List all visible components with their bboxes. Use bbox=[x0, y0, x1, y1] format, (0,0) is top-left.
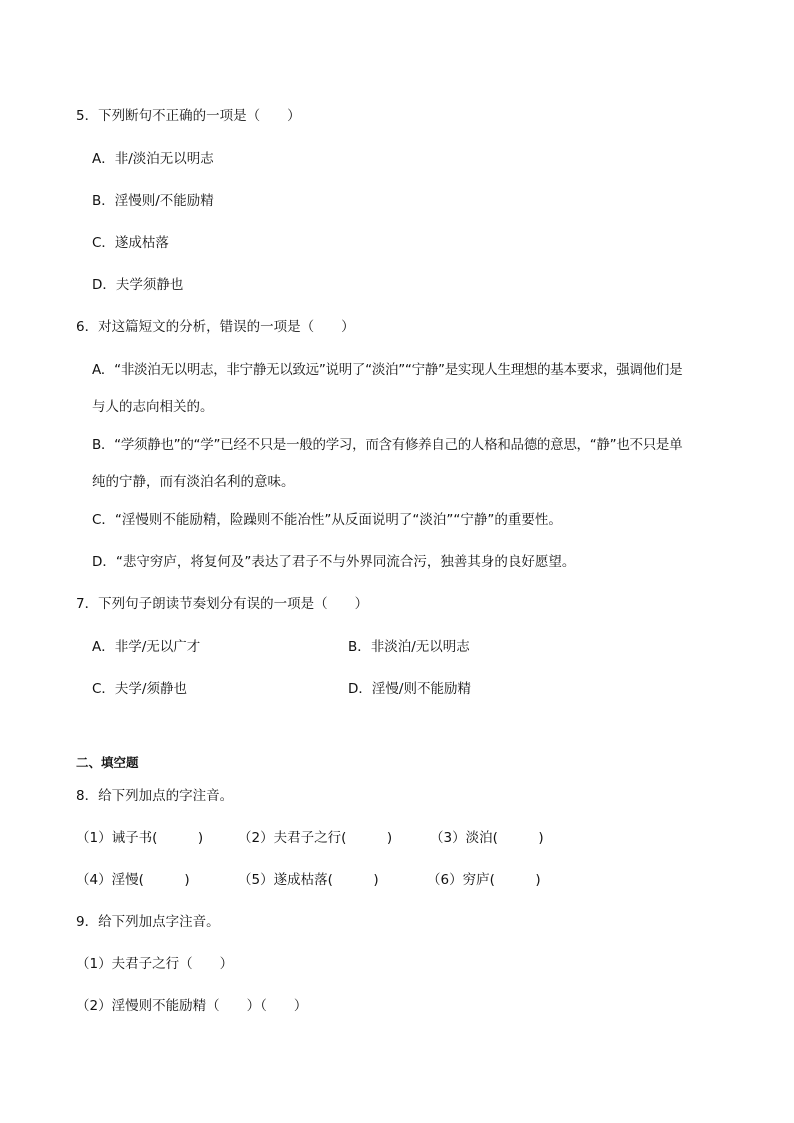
q9-item-1: （1）夫君子之行（ ） bbox=[76, 956, 234, 972]
q6-option-a-line2: 与人的志向相关的。 bbox=[92, 399, 214, 415]
q7-option-b: B．非淡泊/无以明志 bbox=[348, 639, 470, 655]
q8-item-1: （1）诫子书( ) bbox=[76, 830, 204, 846]
q6-option-c: C．“淫慢则不能励精，险躁则不能冶性”从反面说明了“淡泊”“宁静”的重要性。 bbox=[92, 512, 562, 528]
q7-option-c: C．夫学/须静也 bbox=[92, 681, 187, 697]
q6-option-b-line1: B．“学须静也”的“学”已经不只是一般的学习，而含有修养自己的人格和品德的意思，“静”也不只是单 bbox=[92, 437, 683, 453]
q7-option-d: D．淫慢/则不能励精 bbox=[348, 681, 471, 697]
q6-stem: 6．对这篇短文的分析，错误的一项是（ ） bbox=[76, 319, 355, 335]
q7-stem: 7．下列句子朗读节奏划分有误的一项是（ ） bbox=[76, 596, 369, 612]
section-title-fill-in: 二、填空题 bbox=[76, 755, 139, 770]
q6-option-a-line1: A．“非淡泊无以明志，非宁静无以致远”说明了“淡泊”“宁静”是实现人生理想的基本要求，强调他们是 bbox=[92, 362, 683, 378]
q8-stem: 8．给下列加点的字注音。 bbox=[76, 788, 234, 804]
q8-item-3: （3）淡泊( ) bbox=[430, 830, 544, 846]
q8-item-2: （2）夫君子之行( ) bbox=[238, 830, 393, 846]
q5-option-b: B．淫慢则/不能励精 bbox=[92, 193, 214, 209]
q5-stem: 5．下列断句不正确的一项是（ ） bbox=[76, 108, 301, 124]
q5-option-a: A．非/淡泊无以明志 bbox=[92, 151, 214, 167]
q6-option-d: D．“悲守穷庐，将复何及”表达了君子不与外界同流合污，独善其身的良好愿望。 bbox=[92, 554, 576, 570]
q5-option-c: C．遂成枯落 bbox=[92, 235, 169, 251]
q9-item-2: （2）淫慢则不能励精（ ）（ ） bbox=[76, 998, 308, 1014]
q8-item-4: （4）淫慢( ) bbox=[76, 872, 190, 888]
q5-option-d: D．夫学须静也 bbox=[92, 277, 184, 293]
q9-stem: 9．给下列加点字注音。 bbox=[76, 914, 220, 930]
q8-item-6: （6）穷庐( ) bbox=[427, 872, 541, 888]
q6-option-b-line2: 纯的宁静，而有淡泊名利的意味。 bbox=[92, 474, 295, 490]
q8-item-5: （5）遂成枯落( ) bbox=[238, 872, 379, 888]
q7-option-a: A．非学/无以广才 bbox=[92, 639, 201, 655]
